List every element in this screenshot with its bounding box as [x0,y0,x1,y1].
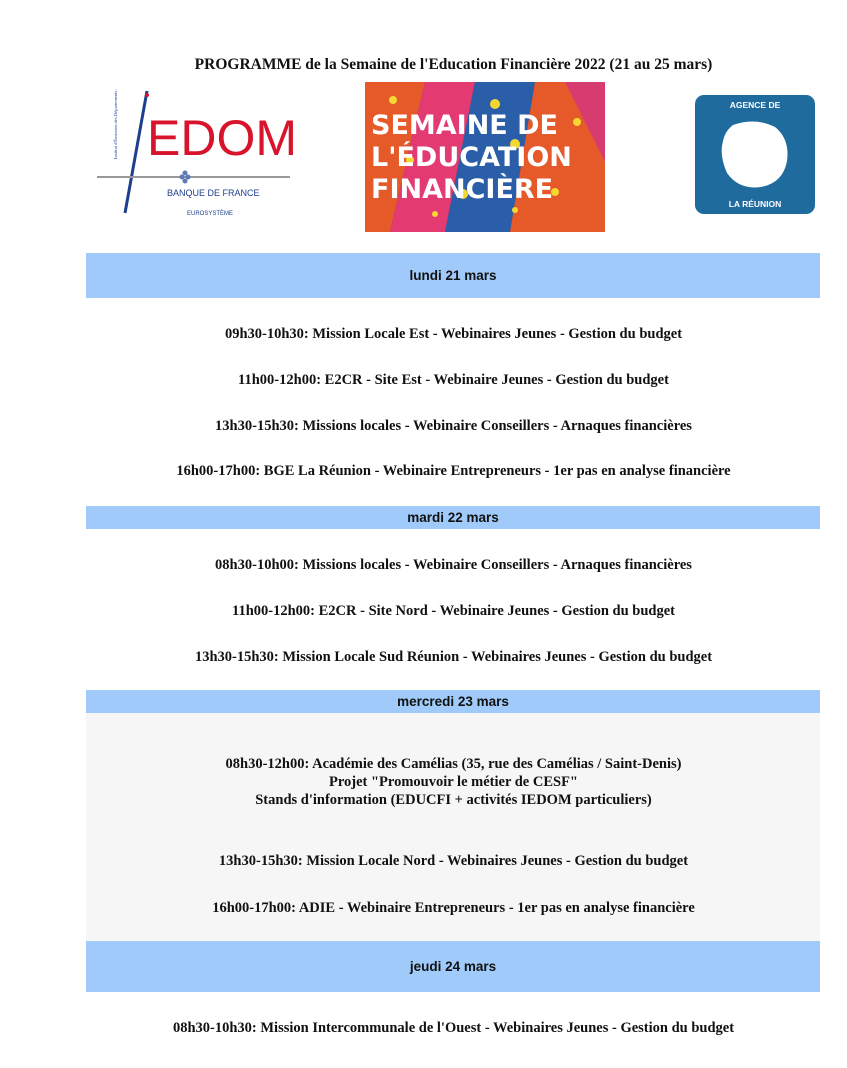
event-item: 13h30-15h30: Mission Locale Sud Réunion - Webinaires Jeunes - Gestion du budget [194,649,713,665]
sef-line3: FINANCIÈRE [371,174,554,205]
event-item: 08h30-10h30: Mission Intercommunale de l'Ouest - Webinaires Jeunes - Gestion du budget [172,1020,735,1036]
sef-logo [365,82,605,232]
event-item: 11h00-12h00: E2CR - Site Est - Webinaire Jeunes - Gestion du budget [238,372,669,388]
event-item: 13h30-15h30: Missions locales - Webinaire Conseillers - Arnaques financières [215,418,692,434]
page-title: PROGRAMME de la Semaine de l'Education Financière 2022 (21 au 25 mars) [194,56,713,73]
event-item: 08h30-10h00: Missions locales - Webinaire Conseillers - Arnaques financières [215,557,692,573]
event-item: 08h30-12h00: Académie des Camélias (35, rue des Camélias / Saint-Denis) [225,756,682,772]
iedom-name: EDOM [147,110,295,166]
sef-line1: SEMAINE DE [371,110,558,141]
iedom-sub1: BANQUE DE FRANCE [167,188,260,198]
agence-bottom-text: LA RÉUNION [728,199,782,209]
event-item: 16h00-17h00: ADIE - Webinaire Entrepreneurs - 1er pas en analyse financière [212,900,695,916]
day-header-mercredi: mercredi 23 mars [86,690,820,713]
event-item: 16h00-17h00: BGE La Réunion - Webinaire Entrepreneurs - 1er pas en analyse financière [176,463,731,479]
day-header-lundi: lundi 21 mars [86,253,820,298]
event-item: 13h30-15h30: Mission Locale Nord - Webinaires Jeunes - Gestion du budget [218,853,689,869]
iedom-vertical-text: Institut d'Émission des Départements d'Outre-Mer [113,89,118,159]
reunion-island-shape [722,121,788,187]
event-item: 09h30-10h30: Mission Locale Est - Webinaires Jeunes - Gestion du budget [224,326,683,342]
day-header-jeudi: jeudi 24 mars [86,941,820,992]
iedom-sub2: EUROSYSTÈME [187,211,234,217]
agence-reunion-logo [695,95,815,214]
event-item-line: Stands d'information (EDUCFI + activités IEDOM particuliers) [255,792,652,808]
agence-top-text: AGENCE DE [729,100,781,110]
event-item: 11h00-12h00: E2CR - Site Nord - Webinaire Jeunes - Gestion du budget [232,603,675,619]
iedom-logo [95,89,295,219]
sef-line2: L'ÉDUCATION [371,142,572,173]
event-item-line: Projet "Promouvoir le métier de CESF" [329,774,578,790]
day-header-mardi: mardi 22 mars [86,506,820,529]
